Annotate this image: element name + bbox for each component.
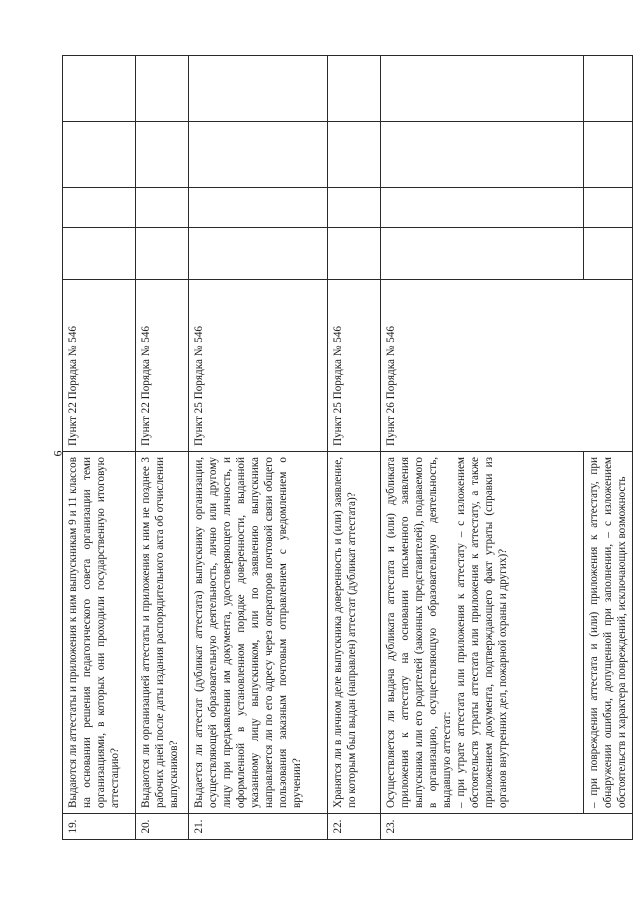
table-row xyxy=(328,56,381,840)
notes-cell xyxy=(328,56,381,122)
question-text xyxy=(136,452,189,814)
question-paragraph: Осуществляется ли выдача дубликата аттестата и (или) дубликата приложения к аттестату на основании письменного заявления выпускника или его родителей (законных представителей), подаваемого в организацию, осуществляющую образовательную деятельность, выдавшую аттестат: xyxy=(385,457,453,808)
answer-na-cell xyxy=(381,122,584,188)
row-number: 23. xyxy=(381,814,633,840)
checklist-table xyxy=(62,55,633,840)
question-text xyxy=(189,452,328,814)
answer-yes-cell xyxy=(381,228,584,280)
table-row xyxy=(136,56,189,840)
table-row xyxy=(189,56,328,840)
answer-na-cell xyxy=(189,122,328,188)
question-text xyxy=(381,452,584,814)
question-text xyxy=(328,452,381,814)
answer-yes-cell xyxy=(136,228,189,280)
row-number: 21. xyxy=(189,814,328,840)
answer-na-cell xyxy=(136,122,189,188)
answer-no-cell xyxy=(381,188,584,228)
table-row xyxy=(63,56,136,840)
answer-no-cell xyxy=(584,188,633,228)
table-row xyxy=(381,56,584,840)
answer-yes-cell xyxy=(63,228,136,280)
answer-no-cell xyxy=(328,188,381,228)
reference-cell: Пункт 25 Порядка № 546 xyxy=(189,280,328,452)
row-number: 20. xyxy=(136,814,189,840)
answer-yes-cell xyxy=(189,228,328,280)
answer-na-cell xyxy=(584,122,633,188)
notes-cell xyxy=(136,56,189,122)
reference-cell: Пункт 22 Порядка № 546 xyxy=(63,280,136,452)
notes-cell xyxy=(584,56,633,122)
reference-cell: Пункт 25 Порядка № 546 xyxy=(328,280,381,452)
notes-cell xyxy=(189,56,328,122)
notes-cell xyxy=(381,56,584,122)
answer-yes-cell xyxy=(328,228,381,280)
page-number: 6 xyxy=(50,450,65,457)
answer-yes-cell xyxy=(584,228,633,280)
question-text xyxy=(63,452,136,814)
question-paragraph: – при повреждении аттестата и (или) приложения к аттестату, при обнаружении ошибки, допущенной при заполнении, – с изложением обстоятельств и характера повреждений, исключающих возможность xyxy=(588,457,628,808)
question-paragraph: – при утрате аттестата или приложения к аттестату – с изложением обстоятельств утраты аттестата или приложения к аттестату, а также приложением документа, подтверждающего факт утраты (справки из органов внутренних дел, пожарной охраны и других)? xyxy=(455,457,509,808)
answer-na-cell xyxy=(328,122,381,188)
question-paragraph: Выдается ли аттестат (дубликат аттестата) выпускнику организации, осуществляющей образовательную деятельность, лично или другому лицу при предъявлении им документа, удостоверяющего личность, и оформленной в установленном порядке доверенности, выданной указанному лицу выпускником, или по заявлению выпускника направляется ли по его адресу через операторов почтовой связи общего пользования заказным почтовым отправлением с уведомлением о вручении? xyxy=(193,457,303,808)
reference-cell: Пункт 22 Порядка № 546 xyxy=(136,280,189,452)
row-number: 19. xyxy=(63,814,136,840)
question-paragraph: Выдаются ли аттестаты и приложения к ним выпускникам 9 и 11 классов на основании решения педагогического совета организации теми организациями, в которых они проходили государственную итоговую аттестацию? xyxy=(67,457,121,808)
row-number: 22. xyxy=(328,814,381,840)
answer-na-cell xyxy=(63,122,136,188)
answer-no-cell xyxy=(189,188,328,228)
answer-no-cell xyxy=(63,188,136,228)
question-text xyxy=(584,452,633,814)
notes-cell xyxy=(63,56,136,122)
answer-no-cell xyxy=(136,188,189,228)
question-paragraph: Хранятся ли в личном деле выпускника доверенность и (или) заявление, по которым был выдан (направлен) аттестат (дубликат аттестата)? xyxy=(332,457,358,808)
reference-cell: Пункт 26 Порядка № 546 xyxy=(381,280,633,452)
question-paragraph: Выдаются ли организацией аттестаты и приложения к ним не позднее 3 рабочих дней после даты издания распорядительного акта об отчислении выпускников? xyxy=(140,457,180,808)
checklist-sheet xyxy=(62,56,628,840)
